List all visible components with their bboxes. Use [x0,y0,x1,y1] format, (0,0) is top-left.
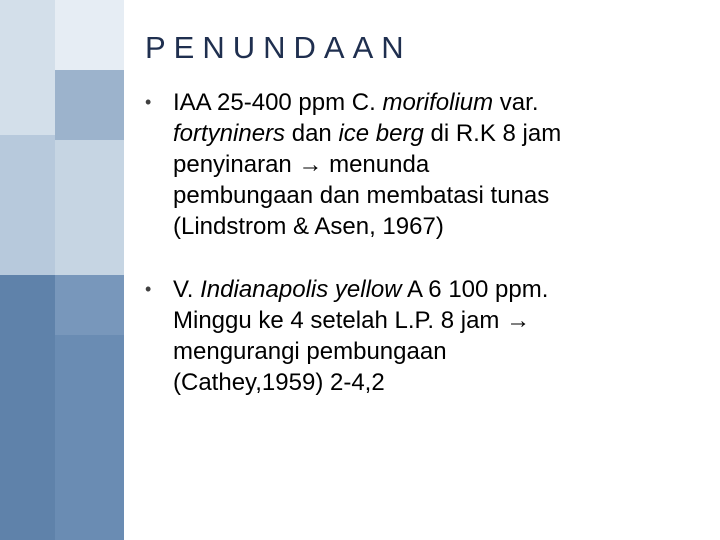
bullet-marker: • [145,92,152,112]
bullet-line: (Cathey,1959) 2-4,2 [173,369,385,396]
text-run: V. [173,276,201,303]
text-run-italic: morifolium [382,89,494,116]
bullet-marker: • [145,279,152,299]
band-tile [55,70,124,140]
bullet-line [173,274,705,305]
bullet-item [145,87,705,242]
text-run: var. [493,89,539,116]
band-tile [0,275,55,540]
band-tile [55,275,124,335]
bullet-line: mengurangi pembungaan [173,338,447,365]
bullet-line [173,118,705,149]
text-run: IAA 25-400 ppm C. [173,89,383,116]
bullet-line: (Lindstrom & Asen, 1967) [173,213,444,240]
bullet-line: Minggu ke 4 setelah L.P. 8 jam → [173,307,531,334]
text-run: dan [285,120,339,147]
bullet-item [145,274,705,398]
bullet-line [173,87,705,118]
band-tile [55,335,124,540]
decorative-left-band [0,0,124,540]
bullet-list [145,87,705,398]
text-run-italic: Indianapolis yellow [200,276,402,303]
band-tile [55,0,124,70]
text-run-italic: ice berg [338,120,424,147]
bullet-line: penyinaran → menunda [173,151,430,178]
band-tile [0,135,55,275]
bullet-line: pembungaan dan membatasi tunas [173,182,550,209]
band-tile [55,140,124,275]
text-run: A 6 100 ppm. [401,276,549,303]
band-tile [0,0,55,135]
text-run-italic: fortyniners [173,120,286,147]
text-run: di R.K 8 jam [423,120,562,147]
slide-title: PENUNDAAN [145,30,412,65]
